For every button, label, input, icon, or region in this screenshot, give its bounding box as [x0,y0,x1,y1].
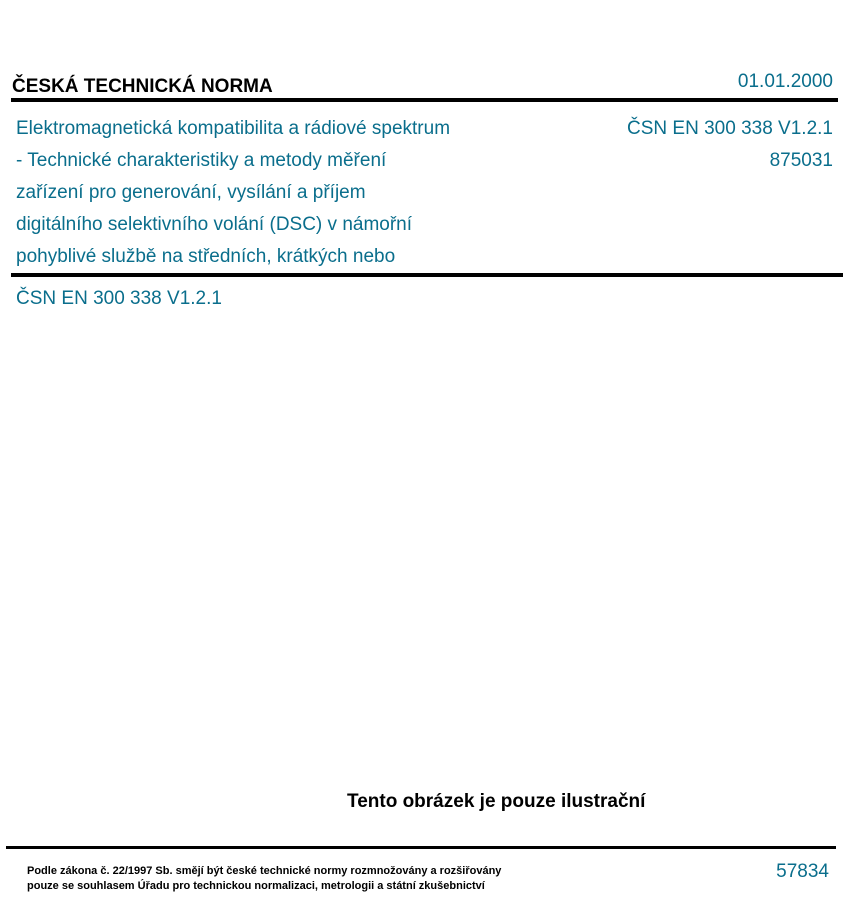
illustration-note: Tento obrázek je pouze ilustrační [347,791,646,812]
legal-notice-line: Podle zákona č. 22/1997 Sb. smějí být české technické normy rozmnožovány a rozšiřovány [27,865,502,877]
standard-title-line: Elektromagnetická kompatibilita a rádiové spektrum [16,118,451,139]
standard-code-repeat: ČSN EN 300 338 V1.2.1 [16,288,222,309]
document-number: 57834 [776,861,829,882]
page-title: ČESKÁ TECHNICKÁ NORMA [12,76,273,97]
top-divider [11,98,838,102]
bottom-divider [6,846,836,849]
standard-title [16,113,556,273]
standard-title-line: zařízení pro generování, vysílání a příjem [16,182,366,203]
classification-number: 875031 [769,150,833,171]
middle-divider [11,273,843,277]
standard-title-line: - Technické charakteristiky a metody měření [16,150,387,171]
legal-notice-line: pouze se souhlasem Úřadu pro technickou normalizaci, metrologii a státní zkušebnictví [27,880,485,892]
standard-code: ČSN EN 300 338 V1.2.1 [627,118,833,139]
legal-notice [27,864,501,894]
standard-title-line: pohyblivé službě na středních, krátkých nebo [16,246,396,267]
standard-title-line: digitálního selektivního volání (DSC) v námořní [16,214,413,235]
issue-date: 01.01.2000 [737,71,833,92]
